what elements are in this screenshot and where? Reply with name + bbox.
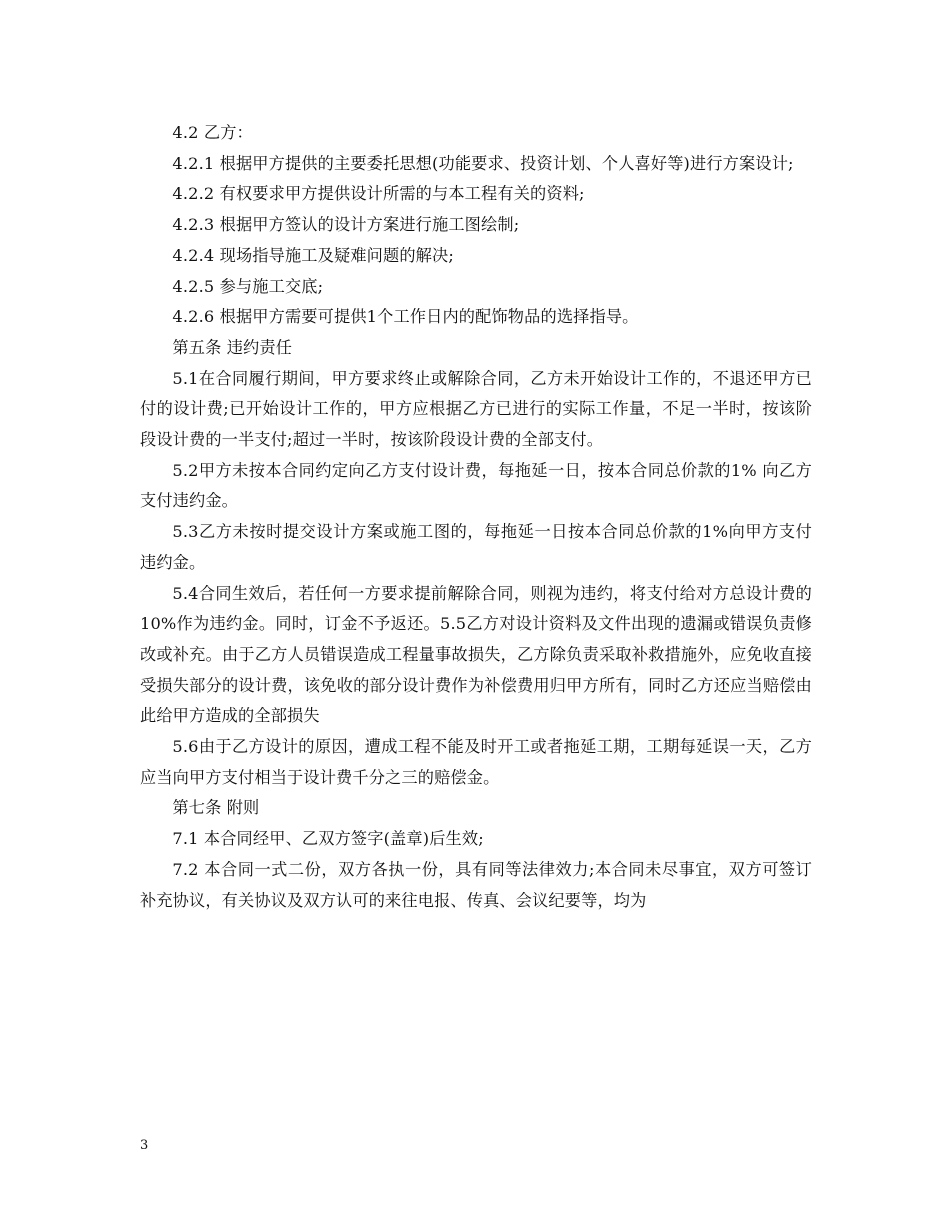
clause-5-4: 5.4合同生效后，若任何一方要求提前解除合同，则视为违约，将支付给对方总设计费的10%作为违约金。同时，订金不予返还。5.5乙方对设计资料及文件出现的遗漏或错误负责修改或补充。由于乙方人员错误造成工程量事故损失，乙方除负责采取补救措施外，应免收直接受损失部分的设计费，该免收的部分设计费作为补偿费用归甲方所有，同时乙方还应当赔偿由此给甲方造成的全部损失 bbox=[140, 583, 812, 726]
clause-4-2: 4.2 乙方： bbox=[172, 123, 253, 142]
document-body bbox=[140, 118, 812, 916]
clause-4-2-5: 4.2.5 参与施工交底; bbox=[172, 276, 324, 296]
clause-4-2-4: 4.2.4 现场指导施工及疑难问题的解决; bbox=[172, 245, 454, 265]
clause-5-3: 5.3乙方未按时提交设计方案或施工图的，每拖延一日按本合同总价款的1%向甲方支付违约金。 bbox=[140, 522, 812, 572]
clause-7-1: 7.1 本合同经甲、乙双方签字(盖章)后生效; bbox=[172, 829, 484, 849]
page-number: 3 bbox=[140, 1138, 149, 1153]
clause-7-2: 7.2 本合同一式二份，双方各执一份，具有同等法律效力;本合同未尽事宜，双方可签订补充协议，有关协议及双方认可的来往电报、传真、会议纪要等，均为 bbox=[140, 859, 812, 910]
clause-4-2-1: 4.2.1 根据甲方提供的主要委托思想(功能要求、投资计划、个人喜好等)进行方案设计; bbox=[172, 153, 794, 173]
article-7-heading: 第七条 附则 bbox=[172, 798, 260, 818]
clause-4-2-6: 4.2.6 根据甲方需要可提供1个工作日内的配饰物品的选择指导。 bbox=[172, 307, 639, 327]
clause-5-1: 5.1在合同履行期间，甲方要求终止或解除合同，乙方未开始设计工作的，不退还甲方已付的设计费;已开始设计工作的，甲方应根据乙方已进行的实际工作量，不足一半时，按该阶段设计费的一半支付;超过一半时，按该阶段设计费的全部支付。 bbox=[140, 368, 812, 450]
article-5-heading: 第五条 违约责任 bbox=[172, 337, 293, 357]
clause-4-2-3: 4.2.3 根据甲方签认的设计方案进行施工图绘制; bbox=[172, 215, 520, 235]
clause-5-6: 5.6由于乙方设计的原因，遭成工程不能及时开工或者拖延工期，工期每延误一天，乙方应当向甲方支付相当于设计费千分之三的赔偿金。 bbox=[140, 737, 812, 787]
clause-5-2: 5.2甲方未按本合同约定向乙方支付设计费，每拖延一日，按本合同总价款的1% 向乙方支付违约金。 bbox=[140, 460, 812, 511]
clause-4-2-2: 4.2.2 有权要求甲方提供设计所需的与本工程有关的资料; bbox=[172, 184, 585, 204]
